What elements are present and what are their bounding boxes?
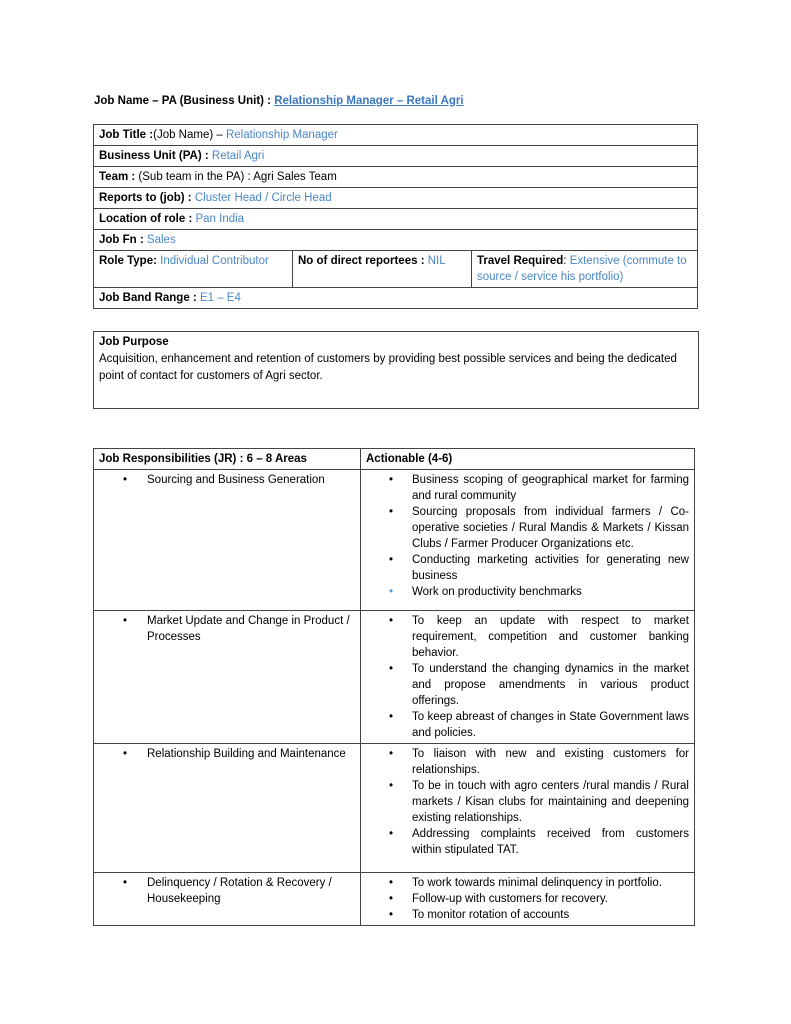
actionable-item: • Follow-up with customers for recovery. [366, 891, 689, 907]
job-band-label: Job Band Range : [99, 292, 200, 304]
table-row [94, 873, 695, 926]
header-actionable: Actionable (4-6) [361, 449, 695, 470]
job-band-row [94, 288, 698, 309]
role-type-label: Role Type: [99, 255, 161, 267]
header-responsibilities: Job Responsibilities (JR) : 6 – 8 Areas [94, 449, 361, 470]
actionable-item: • Sourcing proposals from individual farmers / Co-operative societies / Rural Mandis & Markets / Kissan Clubs / Farmer Producer Organizations etc. [366, 504, 689, 552]
job-title-row [94, 125, 698, 146]
role-details-row [94, 251, 698, 288]
location-row [94, 209, 698, 230]
responsibilities-header-row [94, 449, 695, 470]
location-value: Pan India [195, 213, 245, 225]
team-row [94, 167, 698, 188]
actionable-item: • To monitor rotation of accounts [366, 907, 689, 923]
business-unit-label: Business Unit (PA) : [99, 150, 212, 162]
job-title-value: Relationship Manager [225, 129, 338, 141]
reportees-value: NIL [427, 255, 446, 267]
job-band-value: E1 – E4 [199, 292, 241, 304]
reports-to-label: Reports to (job) : [99, 192, 195, 204]
responsibility-area: • Relationship Building and Maintenance [99, 746, 355, 762]
actionable-item: • Work on productivity benchmarks [366, 584, 689, 600]
job-fn-row [94, 230, 698, 251]
reports-to-value: Cluster Head / Circle Head [194, 192, 332, 204]
actionable-item: • Addressing complaints received from customers within stipulated TAT. [366, 826, 689, 858]
travel-value: Extensive (commute to source / service his portfolio) [477, 255, 687, 283]
table-row [94, 470, 695, 611]
job-fn-label: Job Fn : [99, 234, 147, 246]
actionable-item: • To keep abreast of changes in State Government laws and policies. [366, 709, 689, 741]
role-type-value: Individual Contributor [160, 255, 269, 267]
business-unit-value: Retail Agri [211, 150, 265, 162]
table-row [94, 611, 695, 744]
actionable-item: • To liaison with new and existing customers for relationships. [366, 746, 689, 778]
location-label: Location of role : [99, 213, 196, 225]
job-info-table [93, 124, 698, 309]
table-row [94, 744, 695, 873]
team-label: Team : [99, 171, 139, 183]
actionable-item: • To work towards minimal delinquency in portfolio. [366, 875, 689, 891]
travel-label: Travel Required [477, 255, 564, 267]
responsibility-area: • Market Update and Change in Product / Processes [99, 613, 355, 645]
responsibility-area: • Delinquency / Rotation & Recovery / Housekeeping [99, 875, 355, 907]
team-value: (Sub team in the PA) : Agri Sales Team [138, 171, 337, 183]
actionable-item: • To keep an update with respect to market requirement, competition and customer banking behavior. [366, 613, 689, 661]
job-fn-value: Sales [146, 234, 176, 246]
heading-role-link[interactable]: Relationship Manager – Retail Agri [274, 95, 464, 107]
actionable-item: • To understand the changing dynamics in the market and propose amendments in various product offerings. [366, 661, 689, 709]
document-heading [94, 95, 464, 107]
responsibility-area: • Sourcing and Business Generation [99, 472, 355, 488]
actionable-item: • Conducting marketing activities for generating new business [366, 552, 689, 584]
reportees-label: No of direct reportees : [298, 255, 428, 267]
business-unit-row [94, 146, 698, 167]
actionable-item: • To be in touch with agro centers /rural mandis / Rural markets / Kisan clubs for maintaining and deepening existing relationships. [366, 778, 689, 826]
travel-colon: : [563, 255, 570, 267]
job-purpose-text: Acquisition, enhancement and retention of customers by providing best possible services and being the dedicated point of contact for customers of Agri sector. [99, 353, 677, 382]
job-title-label: Job Title : [99, 129, 154, 141]
job-purpose-title: Job Purpose [99, 336, 169, 348]
responsibilities-table [93, 448, 695, 926]
actionable-item: • Business scoping of geographical market for farming and rural community [366, 472, 689, 504]
reports-to-row [94, 188, 698, 209]
job-title-sub: (Job Name) – [153, 129, 226, 141]
job-purpose-box [93, 331, 699, 409]
heading-prefix: Job Name – PA (Business Unit) : [94, 95, 275, 107]
